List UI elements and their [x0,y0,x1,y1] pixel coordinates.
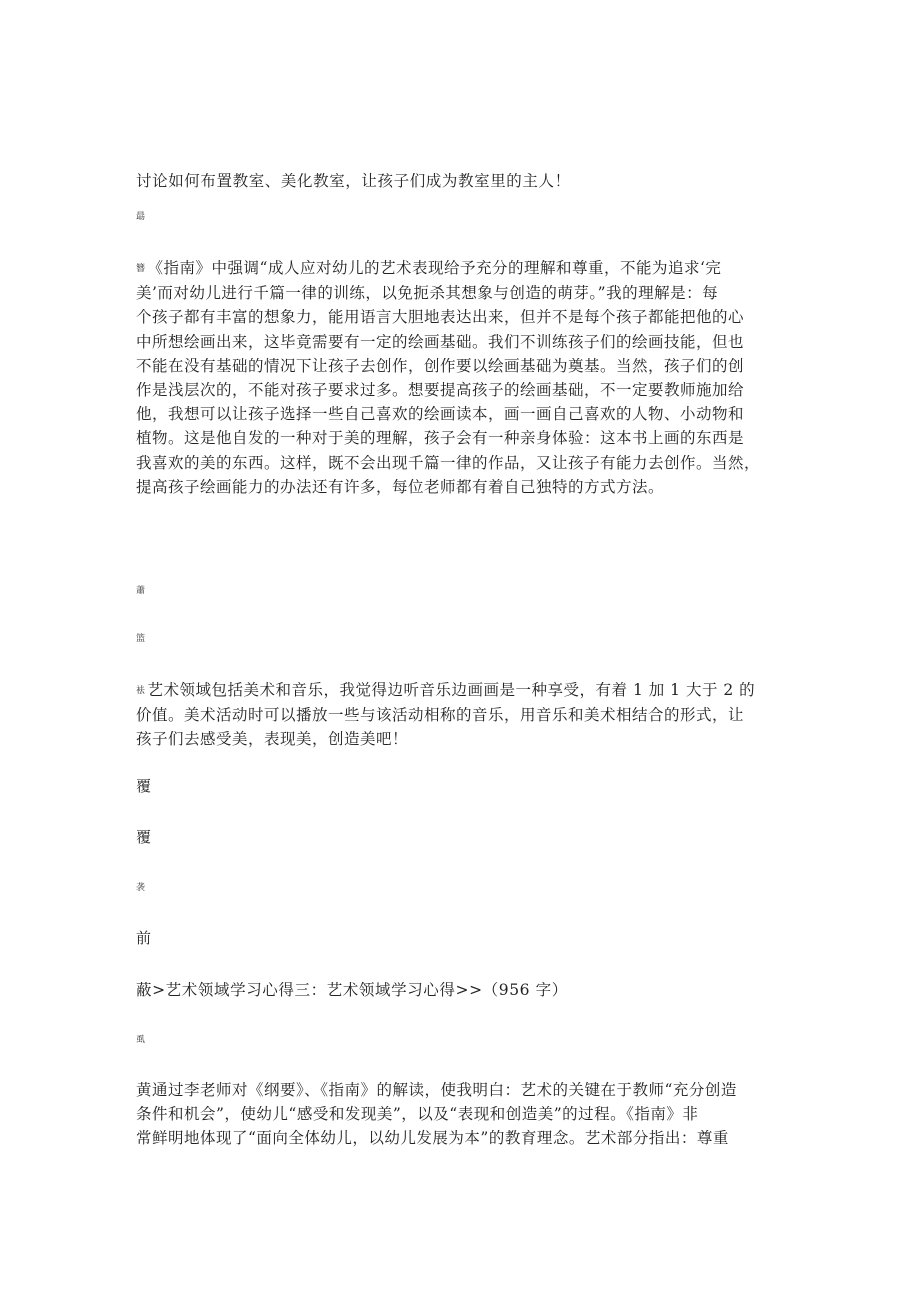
paragraph-line: 美’而对幼儿进行千篇一律的训练，以免扼杀其想象与创造的萌芽。”我的理解是：每 [136,284,719,303]
stray-mark: 袪 [136,685,146,696]
paragraph-line: 条件和机会”，使幼儿“感受和发现美”，以及“表现和创造美”的过程。《指南》非 [136,1105,699,1124]
paragraph-line: 作是浅层次的，不能对孩子要求过多。想要提高孩子的绘画基础，不一定要教师施加给 [136,380,745,399]
section-heading: 蔽>艺术领域学习心得三：艺术领域学习心得>>（956 字） [136,981,568,999]
stray-mark: 前 [136,929,152,947]
paragraph-line: 孩子们去感受美，表现美，创造美吧！ [136,730,409,749]
paragraph-line: 提高孩子绘画能力的办法还有许多，每位老师都有着自己独特的方式方法。 [136,477,665,496]
paragraph-guide-reflection [136,256,761,499]
stray-mark: 虱 [136,1035,146,1045]
stray-mark: 蕭 [136,586,146,596]
paragraph-line: 价值。美术活动时可以播放一些与该活动相称的音乐，用音乐和美术相结合的形式，让 [136,706,745,725]
intro-line: 讨论如何布置教室、美化教室，让孩子们成为教室里的主人！ [136,172,571,190]
stray-mark: 袭 [136,883,146,893]
paragraph-text: 《指南》中强调“成人应对幼儿的艺术表现给予充分的理解和尊重，不能为追求‘完 [147,259,722,277]
paragraph-line [136,256,722,281]
stray-mark: 覆 [136,777,152,795]
paragraph-art-music [136,678,756,752]
paragraph-line: 我喜欢的美的东西。这样，既不会出现千篇一律的作品，又让孩子有能力去创作。当然， [136,453,761,472]
paragraph-line: 常鲜明地体现了“面向全体幼儿，以幼儿发展为本”的教育理念。艺术部分指出：尊重 [136,1129,729,1148]
stray-mark: 簪 [136,263,146,274]
paragraph-line: 植物。这是他自发的一种对于美的理解，孩子会有一种亲身体验：这本书上画的东西是 [136,429,745,448]
paragraph-line: 黄通过李老师对《纲要》、《指南》的解读，使我明白：艺术的关键在于教师“充分创造 [136,1081,737,1099]
paragraph-line [136,678,756,703]
paragraph-lecture-reflection [136,1078,737,1151]
stray-mark: 篮 [136,634,146,644]
stray-mark: 覆 [136,828,152,846]
stray-mark: 朂 [136,212,146,222]
paragraph-line: 中所想绘画出来，这毕竟需要有一定的绘画基础。我们不训练孩子们的绘画技能，但也 [136,332,745,351]
paragraph-line: 不能在没有基础的情况下让孩子去创作，创作要以绘画基础为奠基。当然，孩子们的创 [136,356,745,375]
paragraph-text: 艺术领域包括美术和音乐，我觉得边听音乐边画画是一种享受，有着 1 加 1 大于 2 的 [147,681,756,699]
paragraph-line: 个孩子都有丰富的想象力，能用语言大胆地表达出来，但并不是每个孩子都能把他的心 [136,308,745,327]
paragraph-line: 他，我想可以让孩子选择一些自己喜欢的绘画读本，画一画自己喜欢的人物、小动物和 [136,405,745,424]
